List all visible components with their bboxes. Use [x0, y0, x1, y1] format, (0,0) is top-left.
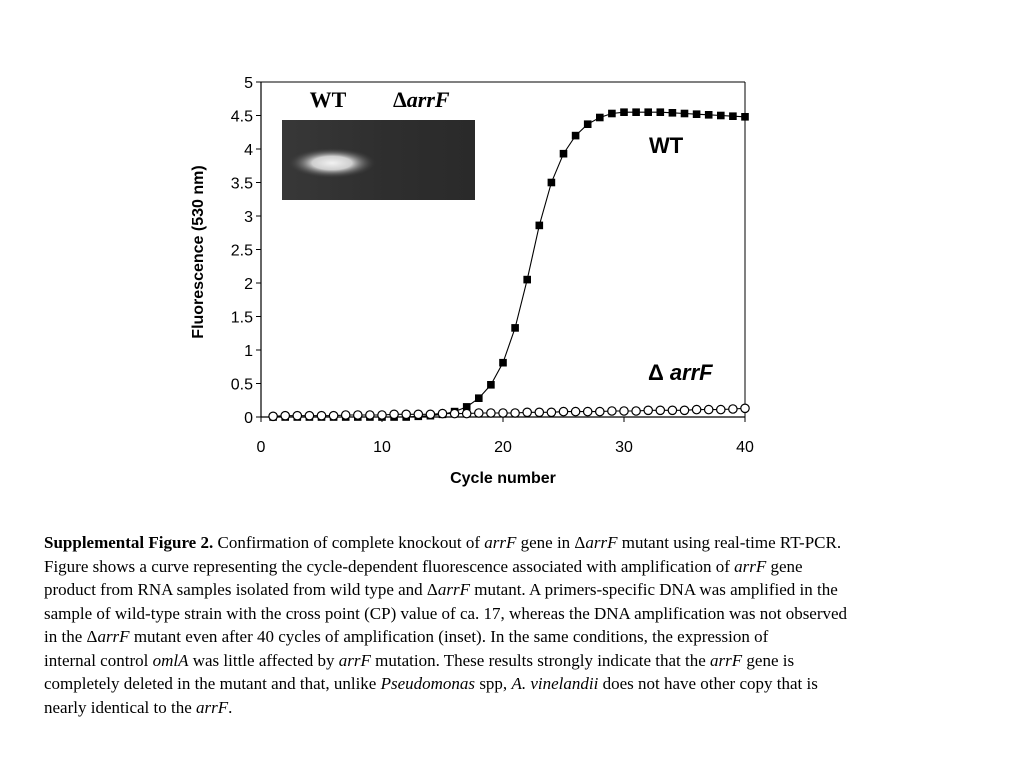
- arrf-point-26: [571, 407, 579, 415]
- caption-text: internal control: [44, 650, 153, 670]
- arrf-point-21: [511, 409, 519, 417]
- y-tick-label: 1: [244, 343, 253, 360]
- series-gene-name: arrF: [669, 360, 713, 385]
- arrf-point-31: [632, 407, 640, 415]
- caption-italic-text: Pseudomonas: [380, 674, 476, 693]
- figure-caption: [44, 531, 994, 719]
- arrf-point-6: [329, 412, 337, 420]
- caption-text: mutation. These results strongly indicate that the: [370, 650, 711, 670]
- arrf-point-13: [414, 410, 422, 418]
- gel-band-wt: [288, 148, 376, 178]
- wt-point-35: [681, 110, 689, 118]
- arrf-point-19: [487, 409, 495, 417]
- arrf-point-24: [547, 408, 555, 416]
- caption-line: [44, 672, 994, 696]
- arrf-point-22: [523, 408, 531, 416]
- caption-text: gene is: [742, 650, 795, 670]
- arrf-point-33: [656, 406, 664, 414]
- inset-delta-symbol: Δ: [393, 87, 407, 112]
- arrf-point-35: [680, 406, 688, 414]
- arrf-point-23: [535, 408, 543, 416]
- arrf-point-38: [717, 405, 725, 413]
- series-delta-symbol: Δ: [648, 360, 664, 385]
- wt-point-22: [523, 276, 531, 284]
- caption-italic-text: arrF: [196, 697, 229, 717]
- caption-text: product from RNA samples isolated from wild type and Δ: [44, 580, 438, 599]
- caption-text: in the Δ: [44, 627, 98, 646]
- caption-italic-text: arrF: [484, 533, 517, 552]
- y-tick-label: 2: [244, 276, 253, 293]
- wt-point-27: [584, 120, 592, 128]
- wt-point-23: [536, 222, 544, 230]
- caption-text: completely deleted in the mutant and that, unlike: [44, 674, 381, 693]
- caption-text: spp,: [475, 674, 512, 693]
- wt-point-20: [499, 359, 507, 367]
- arrf-point-14: [426, 410, 434, 418]
- arrf-point-15: [438, 409, 446, 417]
- wt-point-36: [693, 110, 701, 118]
- y-tick-label: 0.5: [230, 376, 253, 394]
- wt-point-29: [608, 110, 616, 118]
- y-tick-label: 5: [244, 75, 253, 92]
- wt-point-30: [620, 108, 628, 116]
- arrf-point-29: [608, 407, 616, 415]
- caption-line: [44, 696, 994, 720]
- arrf-point-25: [559, 407, 567, 415]
- caption-italic-text: A. vinelandii: [511, 674, 599, 693]
- arrf-point-16: [450, 409, 458, 417]
- caption-title: Supplemental Figure 2.: [44, 533, 214, 552]
- wt-point-40: [741, 113, 749, 121]
- wt-point-32: [644, 108, 652, 116]
- caption-text: gene: [766, 556, 803, 576]
- arrf-point-39: [729, 405, 737, 413]
- caption-text: Figure shows a curve representing the cycle-dependent fluorescence associated with amplification of: [44, 556, 735, 576]
- wt-point-18: [475, 394, 483, 402]
- y-axis-label: Fluorescence (530 nm): [190, 165, 207, 339]
- y-tick-label: 3: [244, 209, 253, 226]
- caption-line: [44, 531, 994, 555]
- caption-line: [44, 649, 994, 673]
- caption-line: [44, 602, 994, 626]
- wt-point-39: [729, 112, 737, 120]
- arrf-point-7: [342, 411, 350, 419]
- caption-text: mutant. A primers-specific DNA was amplified in the: [469, 580, 838, 599]
- y-tick-label: 0: [244, 410, 253, 427]
- caption-line: [44, 578, 994, 602]
- inset-label-wt: WT: [309, 87, 347, 112]
- caption-text: sample of wild-type strain with the cross point (CP) value of ca. 17, whereas the DNA amplification was not observed: [44, 603, 848, 623]
- arrf-point-37: [705, 405, 713, 413]
- wt-point-24: [548, 179, 556, 187]
- caption-text: mutant even after 40 cycles of amplification (inset). In the same conditions, the expression of: [129, 627, 769, 646]
- arrf-point-20: [499, 409, 507, 417]
- x-tick-label: 0: [256, 439, 266, 456]
- x-tick-label: 10: [373, 439, 391, 456]
- inset-gene-name: arrF: [406, 87, 450, 112]
- wt-point-34: [669, 109, 677, 117]
- wt-point-21: [511, 324, 519, 332]
- x-ticks: [257, 417, 754, 456]
- wt-point-26: [572, 132, 580, 140]
- arrf-point-27: [584, 407, 592, 415]
- caption-text: .: [228, 697, 233, 717]
- arrf-point-10: [378, 411, 386, 419]
- arrf-point-1: [269, 412, 277, 420]
- y-tick-label: 4: [244, 142, 253, 159]
- arrf-point-5: [317, 412, 325, 420]
- arrf-point-30: [620, 407, 628, 415]
- x-tick-label: 20: [494, 439, 512, 456]
- y-tick-label: 3.5: [230, 175, 253, 193]
- wt-point-19: [487, 381, 495, 389]
- arrf-point-28: [596, 407, 604, 415]
- y-ticks: [231, 75, 261, 427]
- caption-italic-text: omlA: [152, 650, 189, 670]
- arrf-point-32: [644, 406, 652, 414]
- x-tick-label: 30: [615, 439, 633, 456]
- caption-italic-text: arrF: [585, 533, 618, 552]
- arrf-point-3: [293, 412, 301, 420]
- wt-point-31: [632, 108, 640, 116]
- wt-point-28: [596, 114, 604, 122]
- caption-line: [44, 555, 994, 579]
- caption-italic-text: arrF: [437, 580, 470, 599]
- caption-text: was little affected by: [188, 650, 339, 670]
- caption-text: mutant using real-time RT-PCR.: [617, 533, 842, 552]
- wt-point-37: [705, 111, 713, 119]
- arrf-point-9: [366, 411, 374, 419]
- series-label-arrf: [648, 360, 713, 385]
- arrf-point-12: [402, 410, 410, 418]
- caption-italic-text: arrF: [97, 627, 130, 646]
- caption-text: gene in Δ: [516, 533, 586, 552]
- arrf-point-40: [741, 404, 749, 412]
- arrf-point-36: [692, 405, 700, 413]
- caption-italic-text: arrF: [710, 650, 743, 670]
- y-tick-label: 1.5: [230, 309, 253, 327]
- caption-text: Confirmation of complete knockout of: [217, 533, 485, 552]
- gel-inset: [282, 87, 475, 200]
- series-label-wt: WT: [649, 133, 684, 158]
- x-axis-label: Cycle number: [450, 470, 556, 487]
- arrf-point-18: [475, 409, 483, 417]
- inset-label-arrf: [393, 87, 450, 112]
- wt-point-25: [560, 150, 568, 158]
- caption-line: [44, 625, 994, 649]
- caption-text: nearly identical to the: [44, 697, 196, 717]
- arrf-point-2: [281, 412, 289, 420]
- arrf-point-34: [668, 406, 676, 414]
- wt-point-33: [657, 108, 665, 116]
- arrf-point-8: [354, 411, 362, 419]
- y-tick-label: 4.5: [230, 108, 253, 126]
- x-tick-label: 40: [736, 439, 754, 456]
- arrf-point-11: [390, 410, 398, 418]
- arrf-point-4: [305, 412, 313, 420]
- caption-italic-text: arrF: [338, 650, 371, 670]
- wt-point-38: [717, 112, 725, 120]
- series-arrf: [269, 404, 749, 420]
- y-tick-label: 2.5: [230, 242, 253, 260]
- caption-italic-text: arrF: [734, 556, 767, 576]
- caption-text: does not have other copy that is: [598, 674, 818, 693]
- arrf-point-17: [463, 409, 471, 417]
